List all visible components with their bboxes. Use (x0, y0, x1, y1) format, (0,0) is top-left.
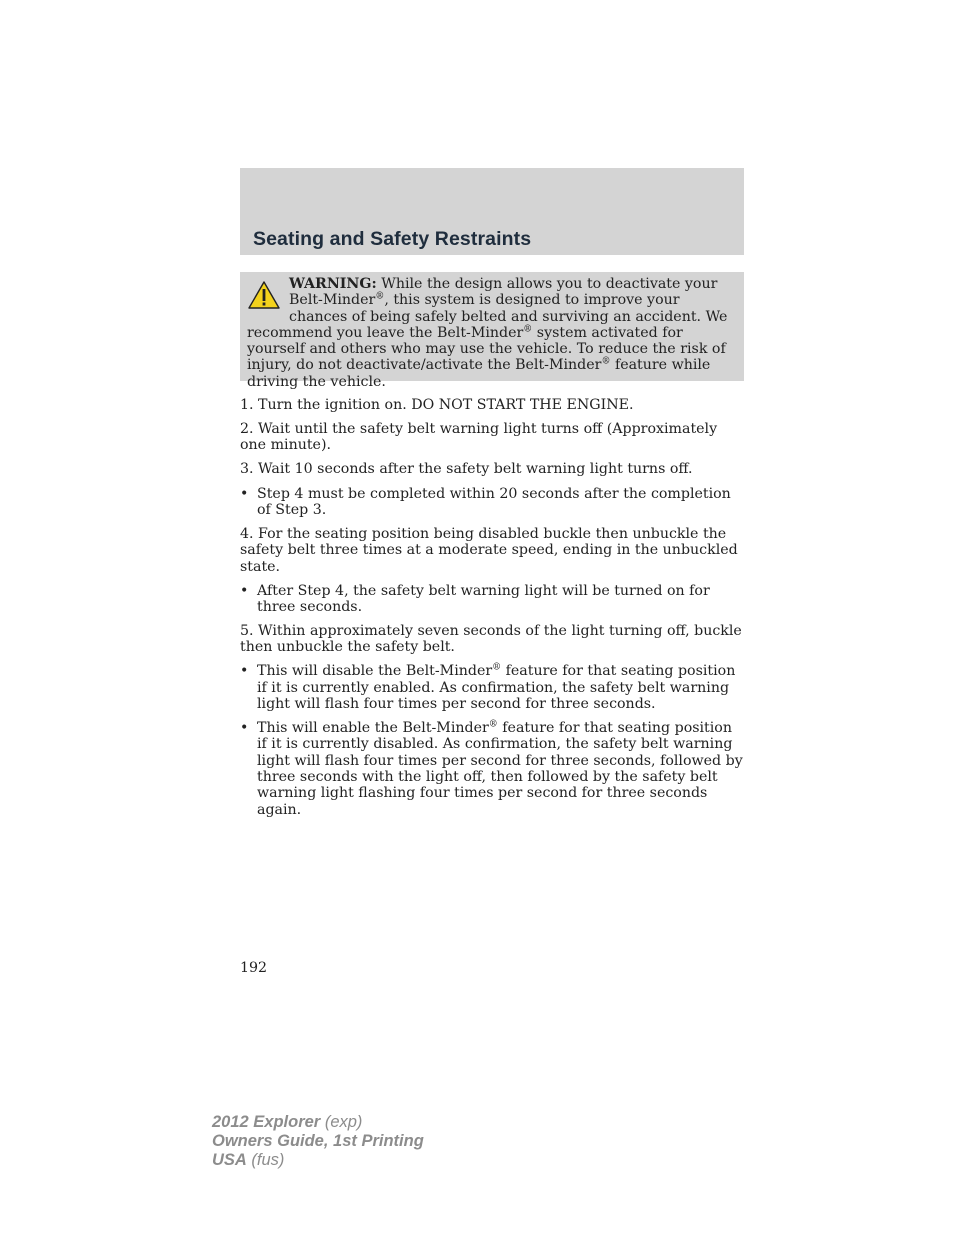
registered-mark: ® (375, 291, 385, 302)
bullet-icon: • (240, 582, 249, 599)
bullet-text-part: This will disable the Belt-Minder (257, 663, 493, 680)
step-5: 5. Within approximately seven seconds of the light turning off, buckle then unbuckle the safety belt. (240, 623, 742, 656)
step-2: 2. Wait until the safety belt warning light turns off (Approximately one minute). (240, 421, 718, 454)
bullet-text (257, 663, 735, 712)
registered-mark: ® (523, 324, 533, 335)
footer-line-market (212, 1151, 424, 1170)
warning-box (240, 272, 744, 390)
registered-mark: ® (601, 356, 611, 367)
bullet-text-part: This will enable the Belt-Minder (257, 720, 489, 737)
instructions-body (240, 397, 746, 826)
warning-text-1: While the design allows you to deactivate your Belt-Minder (289, 276, 718, 309)
warning-text-3: system activated for yourself and others who may use the vehicle. To reduce the risk of injury, do not deactivate/activate the Belt-Minder (247, 324, 726, 374)
list-item (240, 583, 746, 616)
footer-line-edition: Owners Guide, 1st Printing (212, 1132, 424, 1150)
warning-text-4: feature while driving the vehicle. (247, 357, 711, 390)
warning-label: WARNING: (289, 276, 377, 292)
warning-triangle-icon (247, 280, 281, 310)
bullet-icon: • (240, 485, 249, 502)
bullet-icon: • (240, 720, 249, 737)
step-3: 3. Wait 10 seconds after the safety belt warning light turns off. (240, 461, 693, 478)
warning-text-2: , this system is designed to improve your chances of being safely belted and surviving an accident. We recommend you leave the Belt-Minder (247, 292, 728, 341)
footer-market-code: (fus) (246, 1151, 285, 1169)
bullet-text-part: feature for that seating position if it is currently disabled. As confirmation, the safety belt warning light will flash four times per second for three seconds, followed by three seconds with the light off, then followed by the safety belt warning light flashing four times per second for three seconds again. (257, 720, 743, 818)
footer-model-code: (exp) (320, 1113, 363, 1131)
bullet-text: Step 4 must be completed within 20 seconds after the completion of Step 3. (257, 485, 731, 518)
footer-market: USA (212, 1151, 247, 1169)
step-1: 1. Turn the ignition on. DO NOT START THE ENGINE. (240, 397, 634, 413)
bullet-text: After Step 4, the safety belt warning light will be turned on for three seconds. (257, 582, 710, 615)
section-header-band (240, 168, 744, 255)
footer-line-model (212, 1113, 424, 1132)
step-4: 4. For the seating position being disabled buckle then unbuckle the safety belt three times at a moderate speed, ending in the unbuckled state. (240, 525, 738, 575)
list-item (240, 663, 746, 712)
bullet-icon: • (240, 663, 249, 680)
list-item (240, 720, 746, 818)
page-number: 192 (240, 960, 268, 976)
section-title: Seating and Safety Restraints (253, 228, 532, 250)
footer-model: 2012 Explorer (212, 1113, 321, 1131)
registered-mark: ® (492, 662, 502, 673)
list-item (240, 486, 746, 519)
registered-mark: ® (488, 719, 498, 730)
document-footer (212, 1113, 424, 1170)
bullet-text-part: feature for that seating position if it is currently enabled. As confirmation, the safety belt warning light will flash four times per second for three seconds. (257, 663, 736, 713)
bullet-text (257, 720, 743, 817)
